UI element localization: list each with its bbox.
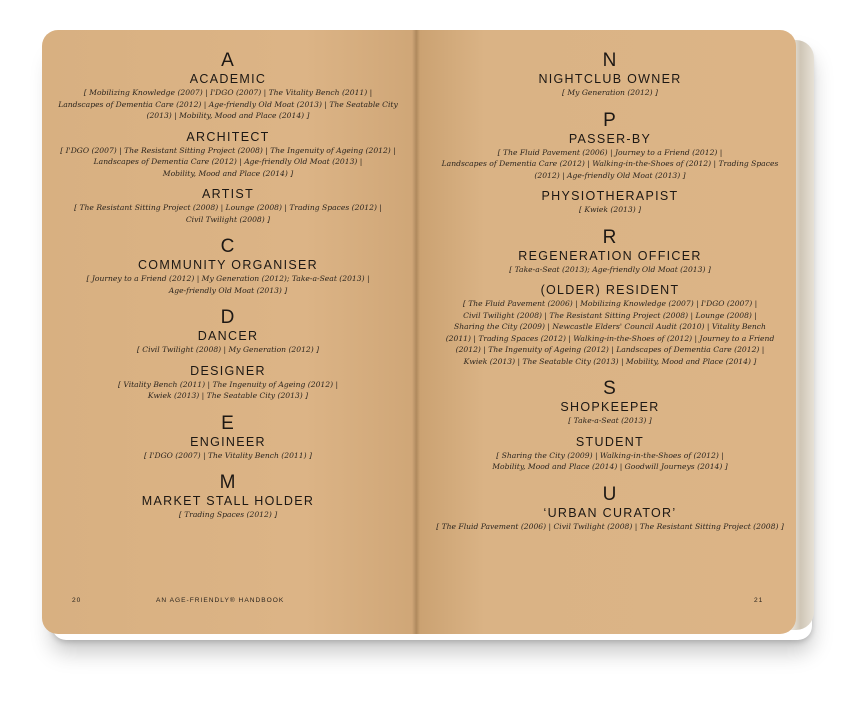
letter-heading-m: M [219, 472, 237, 493]
project-list [58, 344, 398, 356]
project-line: [ Mobilizing Knowledge (2007) | I'DGO (2007) | The Vitality Bench (2011) | [83, 88, 373, 97]
role-title: PASSER-BY [568, 131, 652, 146]
letter-heading-d: D [220, 307, 236, 328]
role-title: REGENERATION OFFICER [518, 248, 702, 263]
project-line: [ Kwiek (2013) ] [578, 205, 642, 214]
project-list [58, 379, 398, 402]
entry-student [434, 435, 786, 473]
role-title: DESIGNER [190, 363, 266, 378]
entry-shopkeeper [434, 400, 786, 427]
project-list [434, 298, 786, 367]
entry-physiotherapist [434, 189, 786, 216]
role-title: ARCHITECT [186, 129, 270, 144]
role-title: SHOPKEEPER [560, 400, 660, 414]
project-line: [ Vitality Bench (2011) | The Ingenuity of Ageing (2012) | [117, 379, 339, 389]
entry-engineer [58, 435, 398, 462]
project-line: (2013) | Mobility, Mood and Place (2014) ] [146, 111, 310, 120]
project-line: Landscapes of Dementia Care (2012) | Age-friendly Old Moat (2013) | [93, 157, 363, 166]
project-list [58, 450, 398, 462]
project-line: Sharing the City (2009) | Newcastle Elders' Council Audit (2010) | Vitality Bench [454, 322, 766, 331]
role-title: COMMUNITY ORGANISER [137, 258, 319, 272]
project-line: Kwiek (2013) | The Seatable City (2013) | Mobility, Mood and Place (2014) ] [463, 356, 757, 366]
role-title: (OLDER) RESIDENT [540, 283, 680, 297]
project-line: [ I'DGO (2007) | The Vitality Bench (2011) ] [144, 450, 312, 460]
project-line: [ Trading Spaces (2012) ] [178, 510, 278, 519]
entry-artist [58, 187, 398, 225]
project-list [58, 202, 398, 225]
project-list [434, 521, 786, 533]
project-line: [ The Fluid Pavement (2006) | Journey to a Friend (2012) | [497, 147, 723, 157]
project-list [434, 87, 786, 99]
project-line: [ I'DGO (2007) | The Resistant Sitting Project (2008) | The Ingenuity of Ageing (2012) | [60, 145, 396, 155]
entry-nightclub-owner [434, 72, 786, 99]
project-line: Mobility, Mood and Place (2014) | Goodwill Journeys (2014) ] [492, 462, 728, 471]
project-list [58, 273, 398, 296]
role-title: PHYSIOTHERAPIST [541, 189, 679, 203]
right-page-index [434, 50, 786, 532]
project-line: [ The Resistant Sitting Project (2008) | Lounge (2008) | Trading Spaces (2012) | [74, 203, 382, 212]
role-title: ‘URBAN CURATOR’ [543, 505, 677, 520]
project-line: [ The Fluid Pavement (2006) | Civil Twilight (2008) | The Resistant Sitting Project (2008) ] [436, 521, 784, 531]
role-title: STUDENT [575, 434, 645, 449]
role-title: ENGINEER [190, 434, 266, 449]
project-list [434, 450, 786, 473]
project-list [58, 509, 398, 521]
letter-heading-a: A [221, 50, 235, 71]
project-line: Civil Twilight (2008) | The Resistant Sitting Project (2008) | Lounge (2008) | [463, 310, 757, 320]
entry-regeneration-officer [434, 249, 786, 276]
entry-market-stall-holder [58, 494, 398, 521]
project-list [434, 264, 786, 276]
letter-heading-s: S [603, 378, 617, 399]
project-line: [ Journey to a Friend (2012) | My Generation (2012); Take-a-Seat (2013) | [86, 274, 370, 283]
project-line: Age-friendly Old Moat (2013) ] [168, 285, 288, 295]
role-title: NIGHTCLUB OWNER [538, 72, 682, 86]
left-page-number: 20 [72, 597, 82, 604]
project-line: (2012) | Age-friendly Old Moat (2013) ] [534, 170, 686, 180]
letter-heading-e: E [221, 412, 235, 434]
project-line: (2012) | The Ingenuity of Ageing (2012) | Landscapes of Dementia Care (2012) | [455, 345, 765, 354]
project-line: (2011) | Trading Spaces (2012) | Walking-in-the-Shoes of (2012) | Journey to a Friend [445, 333, 775, 343]
letter-heading-n: N [602, 50, 618, 71]
letter-heading-p: P [603, 109, 617, 131]
book-gutter [412, 30, 420, 634]
project-list [434, 415, 786, 427]
project-line: Landscapes of Dementia Care (2012) | Age-friendly Old Moat (2013) | The Seatable City [58, 99, 398, 109]
running-head: AN AGE-FRIENDLY® HANDBOOK [156, 597, 285, 604]
entry-community-organiser [58, 258, 398, 296]
project-list [58, 145, 398, 180]
role-title: DANCER [197, 329, 259, 343]
entry-designer [58, 364, 398, 402]
project-list [434, 204, 786, 216]
project-list [434, 147, 786, 182]
project-line: Landscapes of Dementia Care (2012) | Walking-in-the-Shoes of (2012) | Trading Spaces [441, 159, 779, 168]
project-line: [ Take-a-Seat (2013) ] [568, 416, 652, 425]
left-page-index [58, 50, 398, 521]
letter-heading-c: C [220, 236, 236, 257]
entry-urban-curator [434, 506, 786, 533]
project-line: Kwiek (2013) | The Seatable City (2013) ] [147, 391, 309, 400]
right-page-number: 21 [754, 597, 764, 604]
entry-architect [58, 130, 398, 180]
project-line: [ Civil Twilight (2008) | My Generation (2012) ] [136, 345, 320, 354]
project-line: Civil Twilight (2008) ] [185, 214, 271, 224]
entry-passer-by [434, 132, 786, 182]
project-line: [ Sharing the City (2009) | Walking-in-the-Shoes of (2012) | [496, 450, 724, 460]
role-title: MARKET STALL HOLDER [141, 494, 315, 508]
project-line: Mobility, Mood and Place (2014) ] [162, 168, 294, 178]
role-title: ARTIST [201, 187, 255, 201]
project-line: [ The Fluid Pavement (2006) | Mobilizing Knowledge (2007) | I'DGO (2007) | [462, 299, 758, 308]
project-list [58, 87, 398, 122]
letter-heading-r: R [602, 226, 618, 248]
entry-older-resident [434, 283, 786, 367]
project-line: [ Take-a-Seat (2013); Age-friendly Old Moat (2013) ] [509, 264, 711, 274]
role-title: ACADEMIC [189, 72, 267, 86]
entry-dancer [58, 329, 398, 356]
entry-academic [58, 72, 398, 122]
project-line: [ My Generation (2012) ] [562, 88, 658, 97]
letter-heading-u: U [602, 483, 618, 505]
